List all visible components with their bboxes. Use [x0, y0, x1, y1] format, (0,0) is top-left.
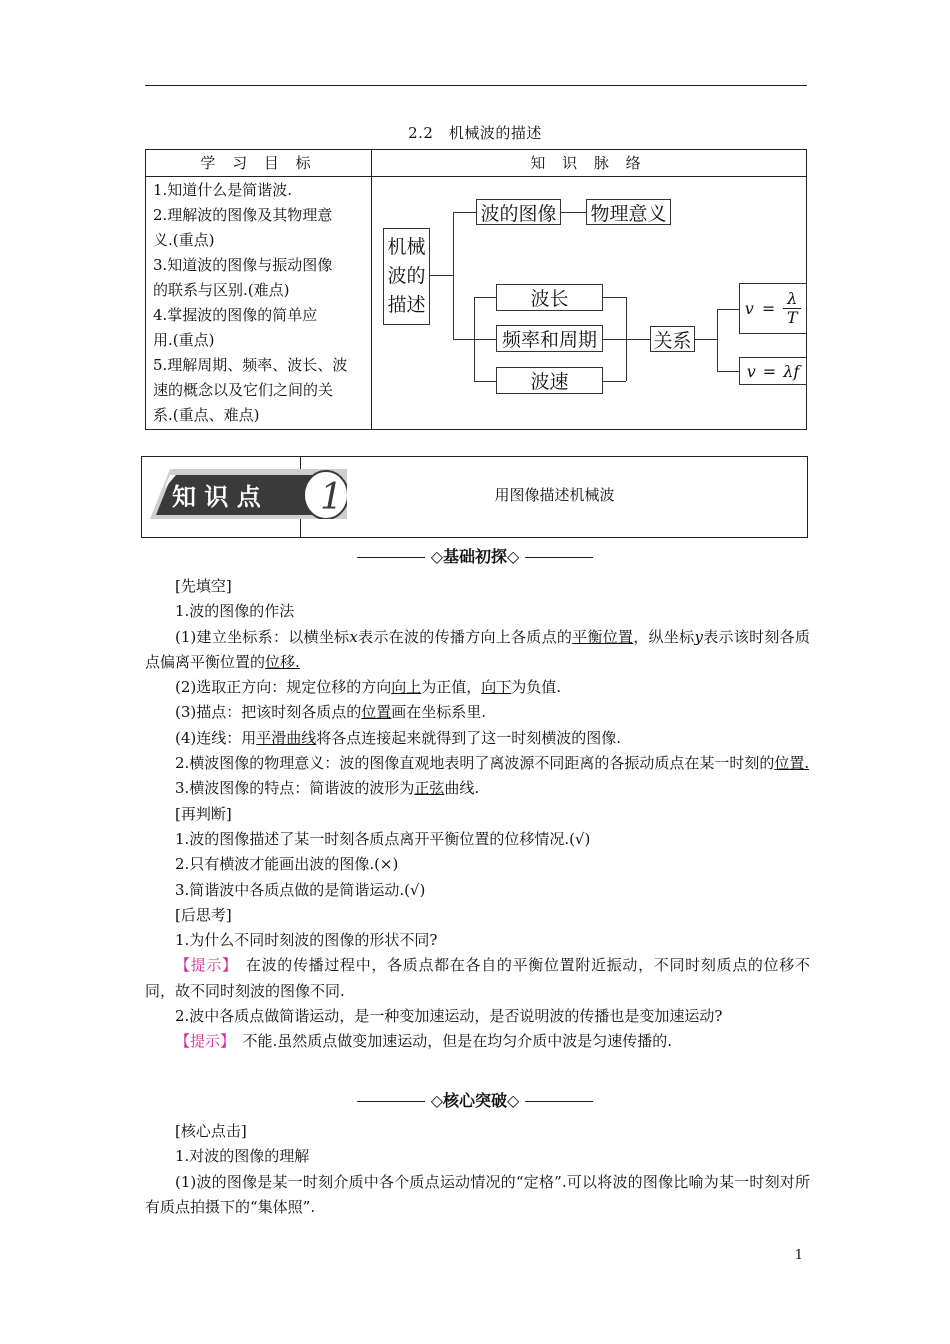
objective-line: 4.掌握波的图像的简单应 — [153, 306, 318, 324]
mindmap-physical-meaning: 物理意义 — [586, 199, 671, 225]
think-label: [后思考] — [175, 905, 232, 924]
judge-item: 2.只有横波才能画出波的图像.(×) — [175, 855, 399, 874]
objective-line: 速的概念以及它们之间的关 — [153, 381, 334, 399]
mindmap-wave-image: 波的图像 — [476, 199, 561, 225]
section-topic: 用图像描述机械波 — [494, 486, 615, 504]
judge-label: [再判断] — [175, 804, 232, 823]
objectives-header: 学 习 目 标 — [200, 154, 317, 172]
question-2: 2.波中各质点做简谐运动，是一种变加速运动，是否说明波的传播也是变加速运动? — [175, 1007, 723, 1026]
answer-1: 【提示】 在波的传播过程中，各质点都在各自的平衡位置附近振动，不同时刻质点的位移不同，故不同时刻波的图像不同. — [145, 956, 810, 1000]
judge-item: 3.简谐波中各质点做的是简谐运动.(√) — [175, 880, 426, 899]
objective-line: 系.(重点、难点) — [153, 406, 260, 424]
mindmap-formula-lambda-f: v = λf — [739, 357, 807, 385]
divider-basics: ◇基础初探◇ — [0, 544, 950, 567]
core-item-1: 1.对波的图像的理解 — [175, 1147, 310, 1166]
core-label: [核心点击] — [175, 1122, 247, 1140]
fill-blank-label: [先填空] — [175, 577, 232, 595]
badge-number: 1 — [320, 477, 343, 518]
core-item-1-1: (1)波的图像是某一时刻介质中各个质点运动情况的“定格”.可以将波的图像比喻为某一时刻对所有质点拍摄下的“集体照”. — [145, 1172, 810, 1216]
objectives-table — [145, 149, 807, 430]
content-body — [145, 574, 810, 1055]
item1-3: (3)描点：把该时刻各质点的位置画在坐标系里. — [175, 703, 487, 722]
objective-line: 的联系与区别.(难点) — [153, 281, 290, 299]
item1-2: (2)选取正方向：规定位移的方向向上为正值，向下为负值. — [175, 678, 562, 697]
mindmap-relation: 关系 — [650, 326, 695, 352]
objective-line: 2.理解波的图像及其物理意 — [153, 206, 333, 224]
badge-text: 知 识 点 — [172, 483, 261, 511]
header-rule — [145, 85, 807, 86]
objectives-list — [153, 178, 365, 428]
core-body — [145, 1119, 810, 1220]
mindmap-formula-lambda-over-t: v = λ T — [739, 283, 807, 334]
objective-line: 用.(重点) — [153, 331, 215, 349]
mindmap-wave-speed: 波速 — [496, 367, 603, 394]
page-title: 2.2 机械波的描述 — [408, 124, 542, 142]
hint-label: 【提示】 — [175, 1032, 228, 1051]
page-number: 1 — [794, 1248, 803, 1263]
objective-line: 义.(重点) — [153, 231, 215, 249]
mindmap-freq-period: 频率和周期 — [496, 325, 603, 352]
item1-title: 1.波的图像的作法 — [175, 602, 295, 621]
item3: 3.横波图像的特点：简谐波的波形为正弦曲线. — [175, 779, 480, 798]
objective-line: 3.知道波的图像与振动图像 — [153, 256, 333, 274]
answer-2: 【提示】 不能.虽然质点做变加速运动，但是在均匀介质中波是匀速传播的. — [175, 1032, 673, 1051]
question-1: 1.为什么不同时刻波的图像的形状不同? — [175, 931, 438, 950]
objective-line: 5.理解周期、频率、波长、波 — [153, 356, 348, 374]
judge-item: 1.波的图像描述了某一时刻各质点离开平衡位置的位移情况.(√) — [175, 829, 591, 848]
objective-line: 1.知道什么是简谐波. — [153, 181, 293, 199]
divider-core: ◇核心突破◇ — [0, 1088, 950, 1111]
hint-label: 【提示】 — [175, 956, 231, 975]
mindmap-root: 机械 波的 描述 — [383, 228, 430, 325]
knowledge-header: 知 识 脉 络 — [530, 154, 647, 172]
item1-4: (4)连线：用平滑曲线将各点连接起来就得到了这一时刻横波的图像. — [175, 728, 622, 747]
mindmap-wavelength: 波长 — [496, 284, 603, 311]
item2: 2.横波图像的物理意义：波的图像直观地表明了离波源不同距离的各振动质点在某一时刻的位置. — [175, 754, 810, 773]
item1-1: (1)建立坐标系：以横坐标x表示在波的传播方向上各质点的平衡位置，纵坐标y表示该时刻各质点偏离平衡位置的位移. — [145, 627, 810, 671]
